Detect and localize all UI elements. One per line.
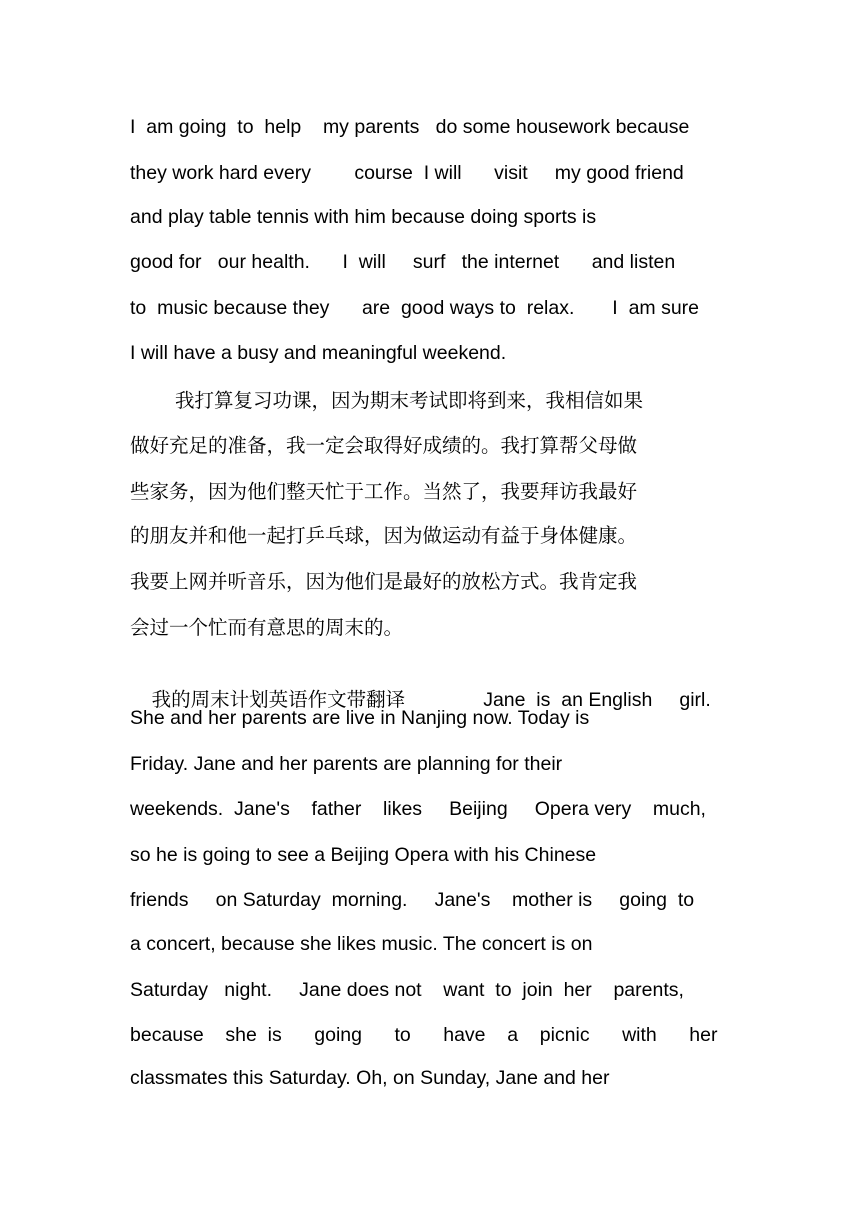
english-text-line: friends on Saturday morning. Jane's mother is going to (130, 889, 695, 911)
english-text-line: and play table tennis with him because doing sports is (130, 206, 597, 228)
chinese-text-line: 我打算复习功课，因为期末考试即将到来，我相信如果 (175, 389, 644, 412)
chinese-text-line: 我要上网并听音乐，因为他们是最好的放松方式。我肯定我 (130, 570, 638, 593)
english-text-line: to music because they are good ways to relax. I am sure (130, 297, 700, 319)
english-text-line: She and her parents are live in Nanjing now. Today is (130, 707, 590, 729)
english-text-line: good for our health. I will surf the internet and listen (130, 251, 676, 273)
english-text-line: Jane is an English girl. (483, 689, 711, 711)
chinese-text-line: 会过一个忙而有意思的周末的。 (130, 616, 404, 639)
english-text-line: because she is going to have a picnic with her (130, 1024, 718, 1046)
english-text-line: I will have a busy and meaningful weekend. (130, 342, 507, 364)
english-text-line: they work hard every course I will visit my good friend (130, 162, 684, 184)
chinese-text-line: 些家务，因为他们整天忙于工作。当然了，我要拜访我最好 (130, 480, 638, 503)
english-text-line: weekends. Jane's father likes Beijing Opera very much, (130, 798, 706, 820)
english-text-line: so he is going to see a Beijing Opera with his Chinese (130, 844, 597, 866)
english-text-line: a concert, because she likes music. The concert is on (130, 933, 593, 955)
english-text-line: Friday. Jane and her parents are planning for their (130, 753, 563, 775)
chinese-text-line: 的朋友并和他一起打乒乓球，因为做运动有益于身体健康。 (130, 524, 638, 547)
english-text-line: Saturday night. Jane does not want to join her parents, (130, 979, 684, 1001)
essay-title: 我的周末计划英语作文带翻译 (151, 688, 406, 711)
english-text-line: classmates this Saturday. Oh, on Sunday, Jane and her (130, 1067, 610, 1089)
english-text-line: I am going to help my parents do some housework because (130, 116, 690, 138)
chinese-text-line: 做好充足的准备，我一定会取得好成绩的。我打算帮父母做 (130, 434, 638, 457)
